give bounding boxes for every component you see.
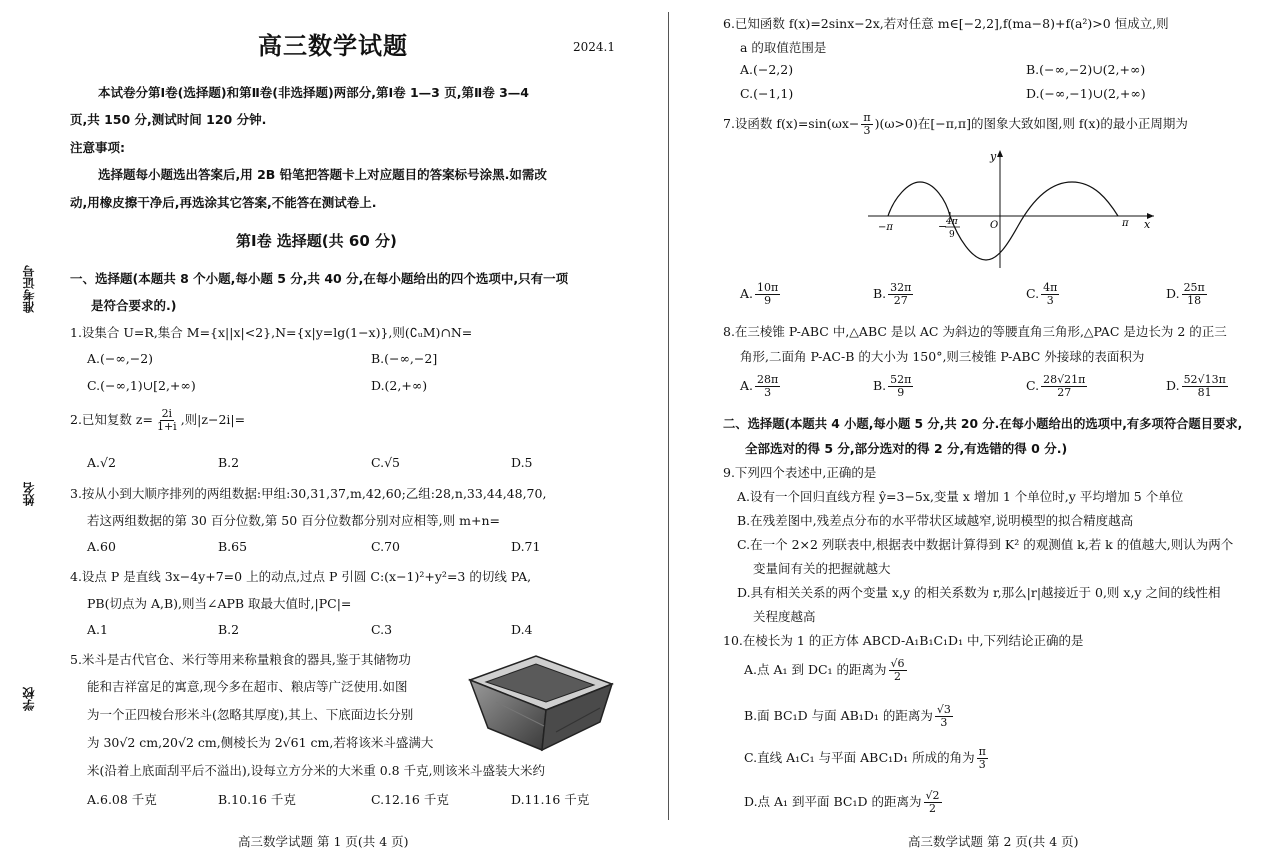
question-6-line-1: 6.已知函数 f(x)=2sinx−2x,若对任意 m∈[−2,2],f(ma−8)+f(a²)>0 恒成立,则 [723,16,1169,31]
question-4-option-d[interactable]: D.4 [511,622,533,637]
question-5-option-a[interactable]: A.6.08 千克 [87,792,157,807]
question-8-line-2: 角形,二面角 P-AC-B 的大小为 150°,则三棱锥 P-ABC 外接球的表面积为 [740,349,1145,364]
question-9-option-c-cont: 变量间有关的把握就越大 [753,561,891,576]
question-9-option-d-cont: 关程度越高 [753,609,816,624]
question-5-line-1: 5.米斗是古代官仓、米行等用来称量粮食的器具,鉴于其储物功 [70,652,411,667]
name-label: 姓名 [22,482,36,506]
page-title: 高三数学试题 [258,32,408,60]
question-1-option-d[interactable]: D.(2,+∞) [371,378,428,393]
question-9-stem: 9.下列四个表述中,正确的是 [723,465,877,480]
question-3-option-d[interactable]: D.71 [511,539,541,554]
question-10-option-b[interactable]: B.面 BC₁D 与面 AB₁D₁ 的距离为 $\frac{√3}{3}$ [744,703,951,729]
question-2-option-d[interactable]: D.5 [511,455,533,470]
question-3-line-2: 若这两组数据的第 30 百分位数,第 50 百分位数都分别对应相等,则 m+n= [87,513,500,528]
y-axis-label: y [990,150,997,163]
question-3-line-1: 3.按从小到大顺序排列的两组数据:甲组:30,31,37,m,42,60;乙组:28,n,33,44,48,70, [70,486,547,501]
question-5-option-b[interactable]: B.10.16 千克 [218,792,296,807]
question-6-option-b[interactable]: B.(−∞,−2)∪(2,+∞) [1026,62,1146,77]
exam-id-label: 准考证号 [22,265,36,313]
question-4-line-1: 4.设点 P 是直线 3x−4y+7=0 上的动点,过点 P 引圆 C:(x−1)²+y²=3 的切线 PA, [70,569,532,584]
question-8-option-d[interactable]: D. $\frac{52√13\pi}{81}$ [1166,373,1226,399]
question-2-stem: 2.已知复数 z= $\frac{2i}{1+i}$ ,则|z−2i|= [70,407,246,433]
question-1-option-a[interactable]: A.(−∞,−2) [87,351,154,366]
question-5-line-3: 为一个正四棱台形米斗(忽略其厚度),其上、下底面边长分别 [87,707,414,722]
mark-numerator: 4π [946,217,958,227]
neg-pi-label: −π [878,222,893,233]
page-2-footer: 高三数学试题 第 2 页(共 4 页) [908,834,1079,849]
question-10-option-a[interactable]: A.点 A₁ 到 DC₁ 的距离为 $\frac{√6}{2}$ [744,657,905,683]
question-9-option-c[interactable]: C.在一个 2×2 列联表中,根据表中数据计算得到 K² 的观测值 k,若 k 的值越大,则认为两个 [737,537,1234,552]
exam-date: 2024.1 [573,40,615,54]
part1-heading-line-1: 一、选择题(本题共 8 个小题,每小题 5 分,共 40 分,在每小题给出的四个选项中,只有一项 [70,271,569,286]
pi-label: π [1122,218,1129,229]
question-8-option-a[interactable]: A. $\frac{28\pi}{3}$ [740,373,779,399]
question-8-line-1: 8.在三棱锥 P-ABC 中,△ABC 是以 AC 为斜边的等腰直角三角形,△PAC 是边长为 2 的正三 [723,324,1227,339]
question-6-option-d[interactable]: D.(−∞,−1)∪(2,+∞) [1026,86,1146,101]
question-1-option-c[interactable]: C.(−∞,1)∪[2,+∞) [87,378,196,393]
notice-title: 注意事项: [70,140,125,155]
question-4-option-c[interactable]: C.3 [371,622,393,637]
sine-graph [868,148,1158,270]
question-2-option-b[interactable]: B.2 [218,455,240,470]
y-axis-arrow [997,150,1003,157]
question-7-option-b[interactable]: B. $\frac{32\pi}{27}$ [873,281,912,307]
question-7-option-c[interactable]: C. $\frac{4\pi}{3}$ [1026,281,1058,307]
question-2-option-a[interactable]: A.√2 [87,455,116,470]
x-axis-label: x [1144,218,1151,231]
question-7-stem: 7.设函数 f(x)=sin(ωx− $\frac{\pi}{3}$ )(ω>0)在[−π,π]的图象大致如图,则 f(x)的最小正周期为 [723,111,1188,137]
question-7-option-d[interactable]: D. $\frac{25\pi}{18}$ [1166,281,1205,307]
question-10-option-d[interactable]: D.点 A₁ 到平面 BC₁D 的距离为 $\frac{√2}{2}$ [744,789,940,815]
question-5-option-d[interactable]: D.11.16 千克 [511,792,590,807]
question-9-option-b[interactable]: B.在残差图中,残差点分布的水平带状区域越窄,说明模型的拟合精度越高 [737,513,1134,528]
question-6-option-c[interactable]: C.(−1,1) [740,86,794,101]
question-5-line-2: 能和吉祥富足的寓意,现今多在超市、粮店等广泛使用.如图 [87,679,408,694]
question-10-option-c[interactable]: C.直线 A₁C₁ 与平面 ABC₁D₁ 所成的角为 $\frac{\pi}{3}$ [744,745,986,771]
question-3-option-a[interactable]: A.60 [87,539,116,554]
question-4-option-a[interactable]: A.1 [87,622,108,637]
question-9-option-a[interactable]: A.设有一个回归直线方程 ŷ=3−5x,变量 x 增加 1 个单位时,y 平均增加 5 个单位 [737,489,1184,504]
question-5-option-c[interactable]: C.12.16 千克 [371,792,449,807]
notice-line-1: 选择题每小题选出答案后,用 2B 铅笔把答题卡上对应题目的答案标号涂黑.如需改 [98,167,547,182]
page-divider [668,12,669,820]
section-title: 第Ⅰ卷 选择题(共 60 分) [236,232,397,250]
part2-heading-line-2: 全部选对的得 5 分,部分选对的得 2 分,有选错的得 0 分.) [745,441,1068,456]
mark-denominator: 9 [949,230,955,240]
part1-heading-line-2: 是符合要求的.) [91,298,177,313]
origin-label: O [990,220,999,231]
question-4-line-2: PB(切点为 A,B),则当∠APB 取最大值时,|PC|= [87,596,352,611]
school-label: 学校 [22,687,36,711]
question-8-option-c[interactable]: C. $\frac{28√21\pi}{27}$ [1026,373,1086,399]
question-2-fraction: $\frac{2i}{1+i}$ [156,407,177,433]
sine-curve [888,182,1118,260]
question-6-line-2: a 的取值范围是 [740,40,827,55]
question-3-option-b[interactable]: B.65 [218,539,248,554]
question-10-stem: 10.在棱长为 1 的正方体 ABCD-A₁B₁C₁D₁ 中,下列结论正确的是 [723,633,1084,648]
question-9-option-d[interactable]: D.具有相关关系的两个变量 x,y 的相关系数为 r,那么|r|越接近于 0,则 x,y 之间的线性相 [737,585,1221,600]
question-8-option-b[interactable]: B. $\frac{52\pi}{9}$ [873,373,912,399]
question-7-option-a[interactable]: A. $\frac{10\pi}{9}$ [740,281,779,307]
mark-sign: − [938,220,948,233]
question-5-line-4: 为 30√2 cm,20√2 cm,侧棱长为 2√61 cm,若将该米斗盛满大 [87,735,434,750]
rice-measure-image [466,652,614,752]
question-6-option-a[interactable]: A.(−2,2) [740,62,794,77]
question-3-option-c[interactable]: C.70 [371,539,400,554]
question-1-option-b[interactable]: B.(−∞,−2] [371,351,438,366]
part2-heading-line-1: 二、选择题(本题共 4 小题,每小题 5 分,共 20 分.在每小题给出的选项中,有多项符合题目要求, [723,417,1243,431]
question-5-line-5: 米(沿着上底面刮平后不溢出),设每立方分米的大米重 0.8 千克,则该米斗盛装大米约 [87,763,546,778]
question-1-stem: 1.设集合 U=R,集合 M={x||x|<2},N={x|y=lg(1−x)},则(∁ᵤM)∩N= [70,325,473,340]
notice-line-2: 动,用橡皮擦干净后,再选涂其它答案,不能答在测试卷上. [70,195,377,210]
intro-line-2: 页,共 150 分,测试时间 120 分钟. [70,112,267,127]
question-2-option-c[interactable]: C.√5 [371,455,401,470]
page-1-footer: 高三数学试题 第 1 页(共 4 页) [238,834,409,849]
intro-line-1: 本试卷分第Ⅰ卷(选择题)和第Ⅱ卷(非选择题)两部分,第Ⅰ卷 1—3 页,第Ⅱ卷 3—4 [98,85,529,100]
question-4-option-b[interactable]: B.2 [218,622,240,637]
